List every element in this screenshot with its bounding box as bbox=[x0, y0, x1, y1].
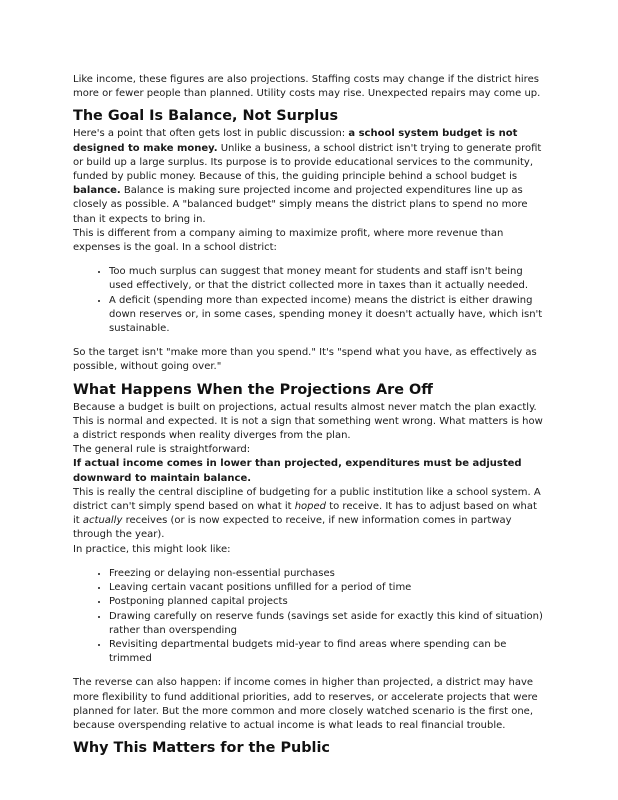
section-heading-public: Why This Matters for the Public bbox=[73, 740, 330, 757]
adjustment-list bbox=[73, 567, 545, 666]
list-item: • Revisiting departmental budgets mid-year to find areas where spending can be trimmed bbox=[109, 638, 545, 666]
italic-run: hoped bbox=[294, 501, 327, 513]
list-item: • Too much surplus can suggest that money meant for students and staff isn't being used effectively, or that the district collected more in taxes than it actually needed. bbox=[109, 265, 545, 293]
discipline-paragraph bbox=[73, 486, 545, 543]
bold-run: If actual income comes in lower than projected, expenditures must be adjusted downward to maintain balance. bbox=[73, 458, 522, 484]
balance-paragraph bbox=[73, 127, 545, 226]
list-item: • Postponing planned capital projects bbox=[109, 595, 545, 609]
general-rule bbox=[73, 457, 545, 485]
document-page bbox=[73, 73, 545, 759]
italic-run: actually bbox=[82, 515, 123, 527]
surplus-deficit-list bbox=[73, 265, 545, 336]
list-item: • Drawing carefully on reserve funds (savings set aside for exactly this kind of situation) rather than overspending bbox=[109, 610, 545, 638]
text-run: Here's a point that often gets lost in public discussion: bbox=[73, 128, 349, 140]
intro-paragraph: Like income, these figures are also projections. Staffing costs may change if the district hires more or fewer people than planned. Utility costs may rise. Unexpected repairs may come up. bbox=[73, 74, 541, 100]
text-run: Unlike a business, a school district isn't trying to generate profit or build up a large surplus. Its purpose is to provide educational services to the community, funded by public money. Because of this, the guiding principle behind a school budget is bbox=[73, 142, 542, 183]
section-heading-projections: What Happens When the Projections Are Off bbox=[73, 381, 433, 398]
text-run: receives (or is now expected to receive, if new information comes in partway through the year). bbox=[73, 515, 512, 541]
in-practice-paragraph: In practice, this might look like: bbox=[73, 543, 231, 555]
projections-paragraph: Because a budget is built on projections, actual results almost never match the plan exactly. This is normal and expected. It is not a sign that something went wrong. What matters is how a district responds when reality diverges from the plan. bbox=[73, 401, 543, 442]
company-comparison-paragraph: This is different from a company aiming to maximize profit, where more revenue than expenses is the goal. In a school district: bbox=[73, 227, 504, 254]
text-run: This is really the central discipline of budgeting for a public institution like a school system. A district can't simply spend based on what it bbox=[73, 486, 541, 513]
text-run: Balance is making sure projected income and projected expenditures line up as closely as possible. A "balanced budget" simply means the district plans to spend no more than it expects to bring in. bbox=[73, 185, 528, 225]
target-paragraph: So the target isn't "make more than you spend." It's "spend what you have, as effectively as possible, without going over." bbox=[73, 347, 537, 373]
general-rule-intro: The general rule is straightforward: bbox=[73, 444, 251, 456]
bold-run: balance. bbox=[73, 185, 121, 197]
bold-run: a school system budget is not designed to make money. bbox=[73, 128, 518, 154]
reverse-paragraph: The reverse can also happen: if income comes in higher than projected, a district may have more flexibility to fund additional priorities, add to reserves, or accelerate projects that were planned for later. But the more common and more closely watched scenario is the first one, because overspending relative to actual income is what leads to real financial trouble. bbox=[73, 677, 538, 731]
list-item: • Leaving certain vacant positions unfilled for a period of time bbox=[109, 581, 545, 595]
section-heading-balance: The Goal Is Balance, Not Surplus bbox=[73, 108, 339, 125]
list-item: • A deficit (spending more than expected income) means the district is either drawing down reserves or, in some cases, spending money it doesn't actually have, which isn't sustainable. bbox=[109, 294, 545, 337]
text-run: to receive. It has to adjust based on what it bbox=[73, 501, 537, 527]
list-item: • Freezing or delaying non-essential purchases bbox=[109, 567, 545, 581]
